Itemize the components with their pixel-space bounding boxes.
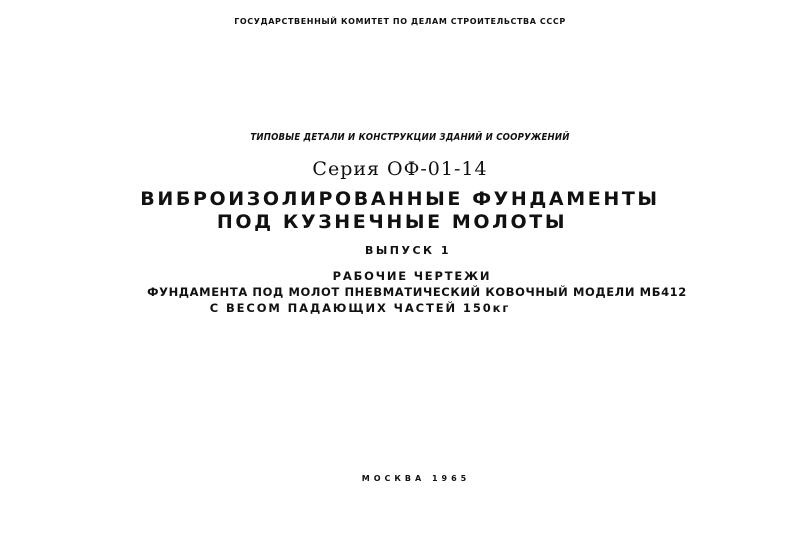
issue-number: ВЫПУСК 1 (364, 244, 452, 257)
foundation-description: ФУНДАМЕНТА ПОД МОЛОТ ПНЕВМАТИЧЕСКИЙ КОВОЧНЫЙ МОДЕЛИ МБ412 (147, 285, 687, 299)
weight-description: С ВЕСОМ ПАДАЮЩИХ ЧАСТЕЙ 150кг (209, 301, 511, 315)
collection-subject: ТИПОВЫЕ ДЕТАЛИ И КОНСТРУКЦИИ ЗДАНИЙ И СООРУЖЕНИЙ (250, 132, 570, 143)
title-line-2: ПОД КУЗНЕЧНЫЕ МОЛОТЫ (216, 211, 568, 233)
city-year: МОСКВА 1965 (361, 474, 471, 483)
drawings-heading: РАБОЧИЕ ЧЕРТЕЖИ (332, 269, 492, 283)
committee-heading: ГОСУДАРСТВЕННЫЙ КОМИТЕТ ПО ДЕЛАМ СТРОИТЕЛЬСТВА СССР (234, 17, 566, 26)
series-number: Серия ОФ-01-14 (312, 158, 488, 180)
title-line-1: ВИБРОИЗОЛИРОВАННЫЕ ФУНДАМЕНТЫ (140, 188, 660, 210)
